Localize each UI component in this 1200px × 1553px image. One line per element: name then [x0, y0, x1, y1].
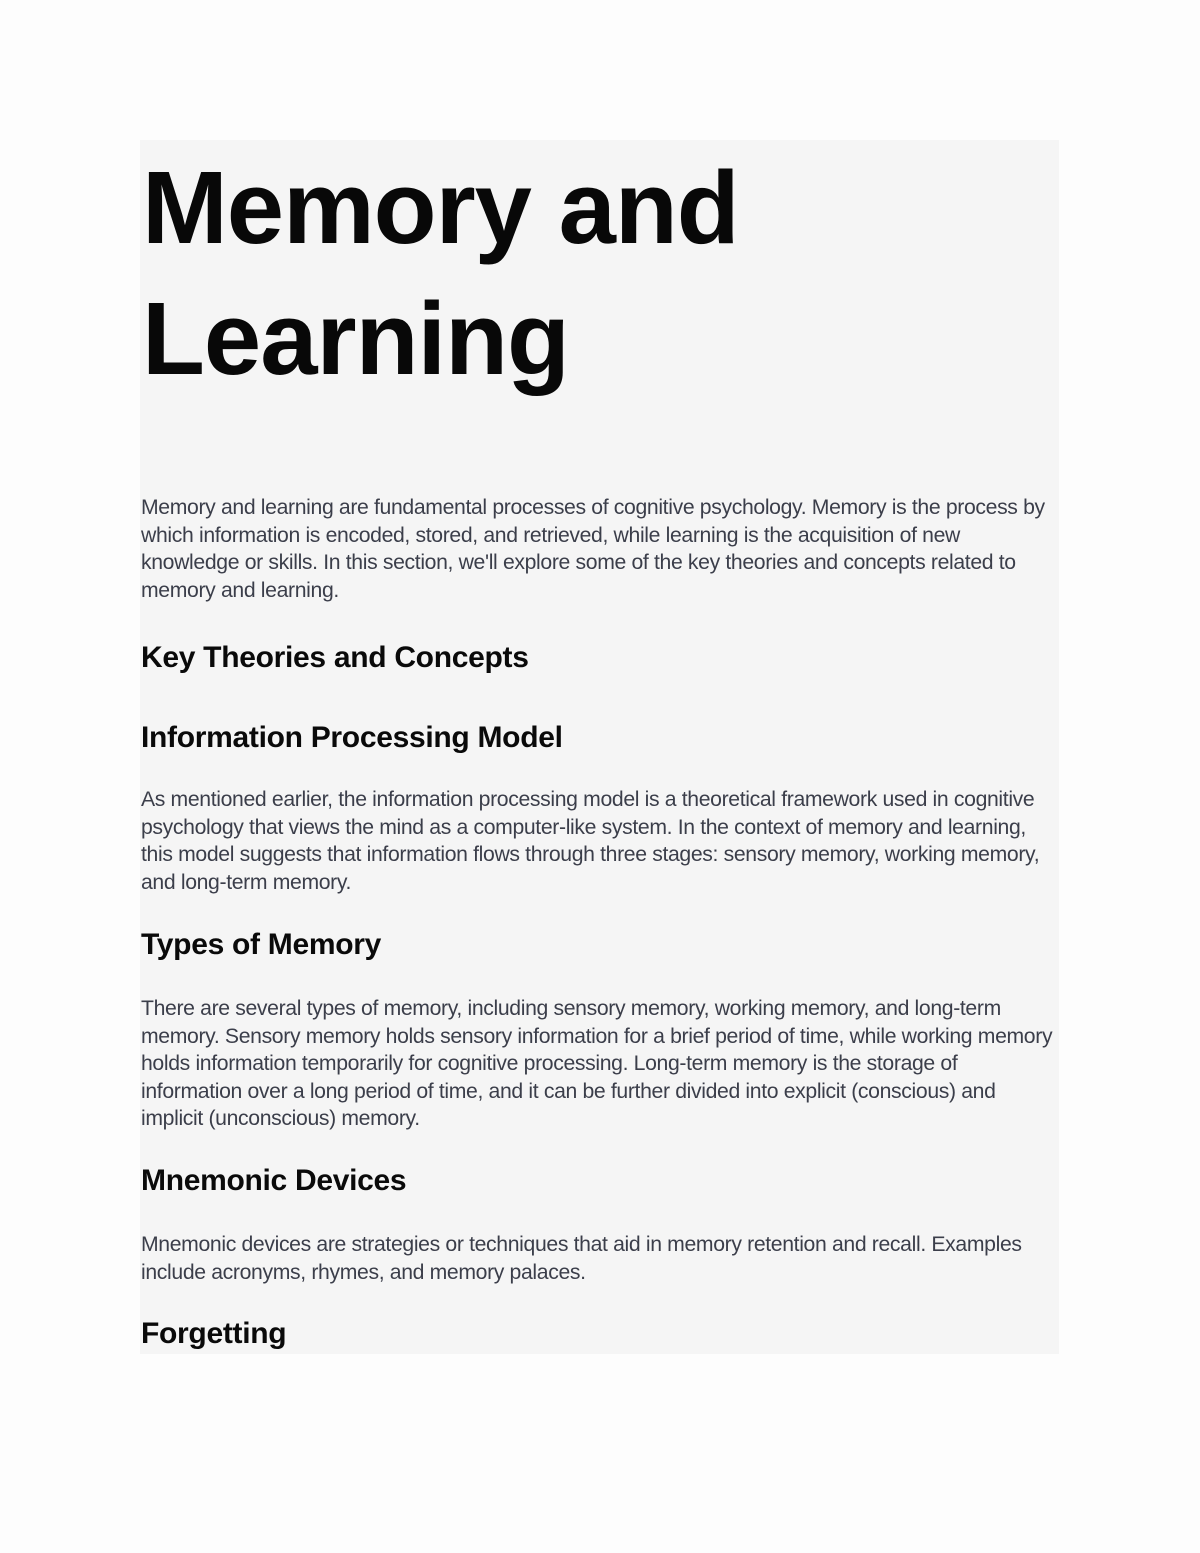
- heading-forgetting: Forgetting: [141, 1317, 287, 1350]
- intro-paragraph: Memory and learning are fundamental processes of cognitive psychology. Memory is the process by which information is encoded, stored, and retrieved, while learning is the acquisition of new knowledge or skills. In this section, we'll explore some of the key theories and concepts related to memory and learning.: [141, 496, 1045, 602]
- heading-mnemonic-devices: Mnemonic Devices: [141, 1164, 407, 1197]
- document-content: [140, 140, 1059, 1354]
- heading-types-of-memory: Types of Memory: [141, 928, 381, 961]
- heading-key-theories: Key Theories and Concepts: [141, 641, 529, 674]
- information-processing-paragraph: As mentioned earlier, the information processing model is a theoretical framework used in cognitive psychology that views the mind as a computer-like system. In the context of memory and learning, this model suggests that information flows through three stages: sensory memory, working memory, and long-term memory.: [141, 788, 1040, 894]
- mnemonic-devices-paragraph: Mnemonic devices are strategies or techniques that aid in memory retention and recall. Examples include acronyms, rhymes, and memory palaces.: [141, 1233, 1022, 1284]
- heading-information-processing-model: Information Processing Model: [141, 721, 563, 754]
- page-title: Memory and Learning: [142, 150, 739, 396]
- types-of-memory-paragraph: There are several types of memory, including sensory memory, working memory, and long-term memory. Sensory memory holds sensory information for a brief period of time, while working memory holds information temporarily for cognitive processing. Long-term memory is the storage of information over a long period of time, and it can be further divided into explicit (conscious) and implicit (unconscious) memory.: [141, 997, 1053, 1131]
